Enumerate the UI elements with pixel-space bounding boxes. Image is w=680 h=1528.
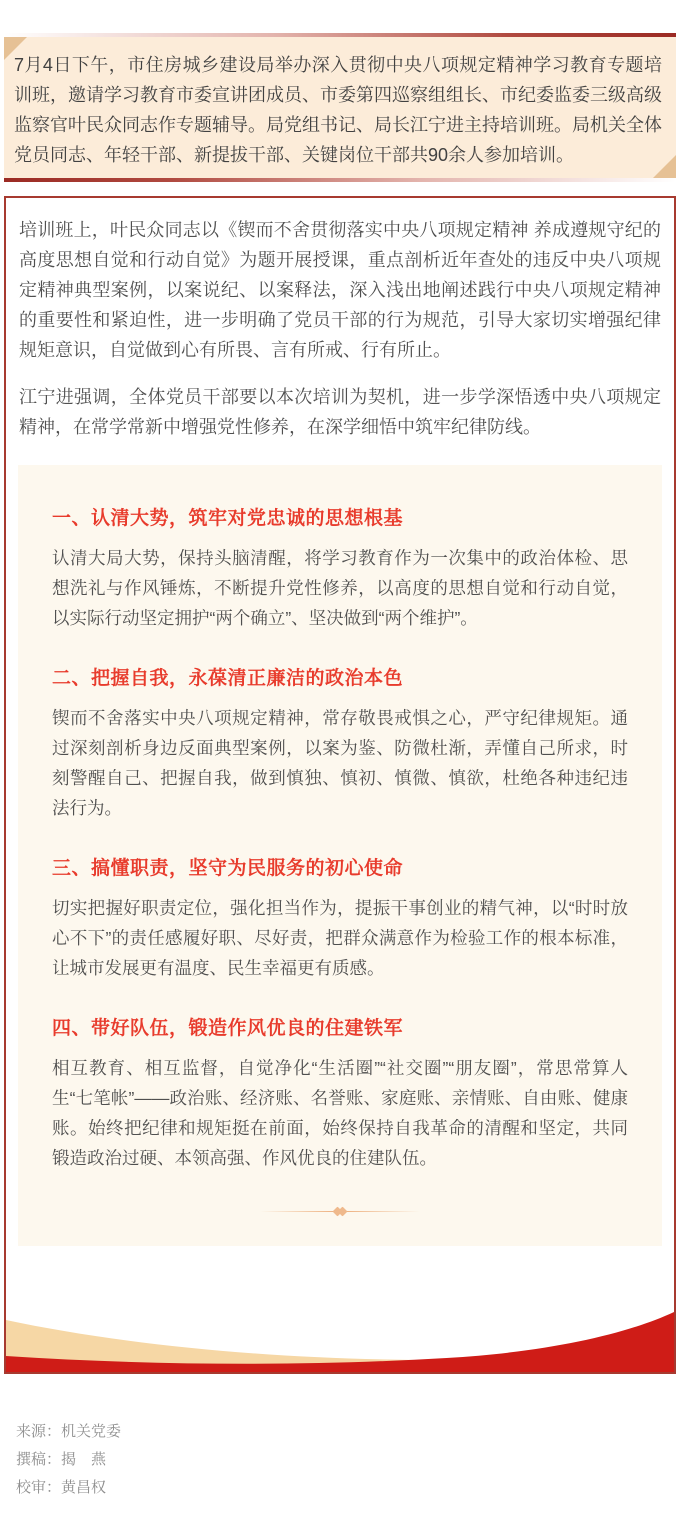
credit-source: 来源：机关党委 bbox=[16, 1423, 122, 1440]
wave-decoration bbox=[6, 1308, 674, 1372]
section-body-3: 切实把握好职责定位，强化担当作为，提振干事创业的精气神，以“时时放心不下”的责任感履好职、尽好责，把群众满意作为检验工作的根本标准，让城市发展更有温度、民生幸福更有质感。 bbox=[52, 898, 628, 978]
section-heading-2: 二、把握自我，永葆清正廉洁的政治本色 bbox=[52, 668, 404, 689]
credit-reviewer: 校审：黄昌权 bbox=[16, 1479, 107, 1496]
article-paragraph-2: 江宁进强调，全体党员干部要以本次培训为契机，进一步学深悟透中央八项规定精神，在常学常新中增强党性修养，在深学细悟中筑牢纪律防线。 bbox=[19, 387, 661, 437]
section-body-4: 相互教育、相互监督，自觉净化“生活圈”“社交圈”“朋友圈”，常思常算人生“七笔帐”——政治账、经济账、名誉账、家庭账、亲情账、自由账、健康账。始终把纪律和规矩挺在前面，始终保持自我革命的清醒和坚定，共同锻造政治过硬、本领高强、作风优良的住建队伍。 bbox=[52, 1058, 628, 1168]
divider-diamond-icon bbox=[338, 1207, 348, 1217]
ornament-divider bbox=[260, 1207, 420, 1216]
section-heading-4: 四、带好队伍，锻造作风优良的住建铁军 bbox=[52, 1018, 404, 1039]
article-paragraph-1: 培训班上，叶民众同志以《锲而不舍贯彻落实中央八项规定精神 养成遵规守纪的高度思想自觉和行动自觉》为题开展授课，重点剖析近年查处的违反中央八项规定精神典型案例，以案说纪、以案释法，深入浅出地阐述践行中央八项规定精神的重要性和紧迫性，进一步明确了党员干部的行为规范，引导大家切实增强纪律规矩意识，自觉做到心有所畏、言有所戒、行有所止。 bbox=[19, 220, 661, 360]
credit-author: 撰稿：揭 燕 bbox=[16, 1451, 107, 1468]
section-heading-1: 一、认清大势，筑牢对党忠诚的思想根基 bbox=[52, 508, 404, 529]
header-bottom-gradient-border bbox=[4, 178, 676, 182]
key-points-box bbox=[18, 465, 662, 1246]
article-body-box bbox=[4, 196, 676, 1374]
section-body-2: 锲而不舍落实中央八项规定精神，常存敬畏戒惧之心，严守纪律规矩。通过深刻剖析身边反面典型案例，以案为鉴、防微杜渐，弄懂自己所求，时刻警醒自己、把握自我，做到慎独、慎初、慎微、慎欲，杜绝各种违纪违法行为。 bbox=[52, 708, 628, 818]
intro-highlight-box bbox=[4, 33, 676, 182]
intro-paragraph: 7月4日下午，市住房城乡建设局举办深入贯彻中央八项规定精神学习教育专题培训班，邀请学习教育市委宣讲团成员、市委第四巡察组组长、市纪委监委三级高级监察官叶民众同志作专题辅导。局党组书记、局长江宁进主持培训班。局机关全体党员同志、年轻干部、新提拔干部、关键岗位干部共90余人参加培训。 bbox=[14, 55, 662, 165]
credits bbox=[16, 1418, 680, 1528]
section-heading-3: 三、搞懂职责，坚守为民服务的初心使命 bbox=[52, 858, 404, 879]
divider-line-right bbox=[346, 1211, 420, 1212]
section-body-1: 认清大局大势，保持头脑清醒，将学习教育作为一次集中的政治体检、思想洗礼与作风锤炼，不断提升党性修养，以高度的思想自觉和行动自觉，以实际行动坚定拥护“两个确立”、坚决做到“两个维护”。 bbox=[52, 548, 628, 628]
divider-line-left bbox=[260, 1211, 334, 1212]
